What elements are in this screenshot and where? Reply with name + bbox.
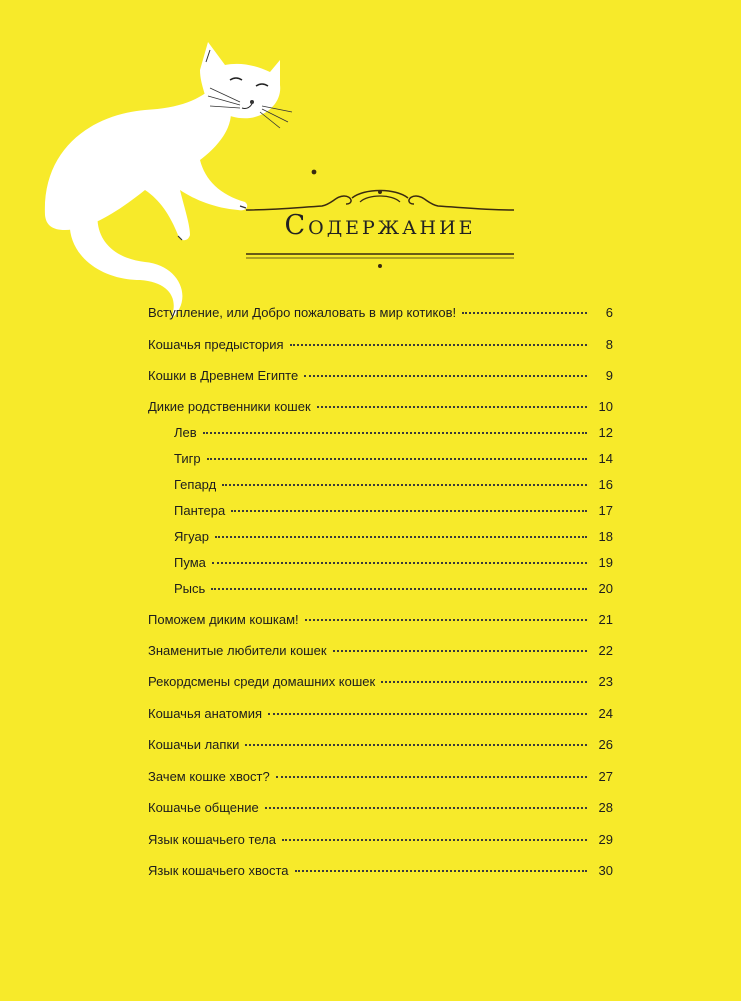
toc-entry-title: Ягуар (174, 529, 209, 544)
toc-entry-title: Вступление, или Добро пожаловать в мир котиков! (148, 305, 457, 320)
toc-entry[interactable] (148, 304, 613, 324)
dot-leader (282, 828, 587, 841)
toc-entry-title: Язык кошачьего хвоста (148, 863, 289, 878)
toc-entry-page: 27 (598, 769, 613, 784)
dot-leader (304, 364, 587, 377)
toc-entry-page: 21 (598, 612, 613, 627)
toc-subentry[interactable] (174, 450, 613, 470)
toc-entry-title: Язык кошачьего тела (148, 832, 276, 847)
toc-entry[interactable] (148, 398, 613, 418)
toc-entry[interactable] (148, 673, 613, 693)
toc-entry[interactable] (148, 336, 613, 356)
toc-subentry[interactable] (174, 502, 613, 522)
toc-subentry[interactable] (174, 424, 613, 444)
toc-entry-title: Кошачьи лапки (148, 737, 240, 752)
dot-leader (276, 765, 587, 778)
toc-entry[interactable] (148, 736, 613, 756)
toc-entry-page: 14 (598, 451, 613, 466)
toc-entry-title: Знаменитые любители кошек (148, 643, 327, 658)
toc-entry-title: Пантера (174, 503, 226, 518)
toc-entry[interactable] (148, 611, 613, 631)
toc-entry-page: 8 (605, 337, 613, 352)
toc-entry-title: Кошки в Древнем Египте (148, 368, 299, 383)
dot-leader (381, 670, 587, 683)
toc-entry[interactable] (148, 642, 613, 662)
dot-leader (462, 301, 587, 314)
toc-entry-title: Поможем диким кошкам! (148, 612, 299, 627)
toc-entry[interactable] (148, 367, 613, 387)
toc-entry-page: 30 (598, 863, 613, 878)
dot-leader (215, 525, 587, 538)
dot-leader (211, 577, 587, 590)
toc-subentry[interactable] (174, 476, 613, 496)
dot-leader (290, 333, 587, 346)
toc-entry-page: 12 (598, 425, 613, 440)
toc-entry-page: 6 (605, 305, 613, 320)
toc-entry-page: 23 (598, 674, 613, 689)
toc-entry-page: 22 (598, 643, 613, 658)
dot-leader (317, 395, 587, 408)
dot-leader (295, 859, 587, 872)
dot-leader (265, 796, 587, 809)
toc-subentry[interactable] (174, 580, 613, 600)
toc-entry[interactable] (148, 799, 613, 819)
toc-entry[interactable] (148, 862, 613, 882)
page-title: Содержание (284, 210, 476, 241)
toc-heading-frame (232, 180, 528, 270)
toc-entry-title: Гепард (174, 477, 217, 492)
dot-leader (268, 702, 587, 715)
toc-entry-page: 28 (598, 800, 613, 815)
toc-entry-page: 16 (598, 477, 613, 492)
dot-leader (305, 608, 587, 621)
toc-entry-page: 17 (598, 503, 613, 518)
dot-leader (333, 639, 587, 652)
toc-entry-page: 20 (598, 581, 613, 596)
toc-entry[interactable] (148, 831, 613, 851)
dot-leader (212, 551, 587, 564)
toc-entry-title: Рысь (174, 581, 206, 596)
dot-leader (245, 733, 587, 746)
toc-entry-page: 19 (598, 555, 613, 570)
toc-entry-title: Кошачья предыстория (148, 337, 284, 352)
toc-entry-title: Тигр (174, 451, 201, 466)
toc-entry[interactable] (148, 768, 613, 788)
toc-entry-page: 24 (598, 706, 613, 721)
toc-subentry[interactable] (174, 528, 613, 548)
toc-entry-title: Рекордсмены среди домашних кошек (148, 674, 376, 689)
toc-entry-title: Кошачье общение (148, 800, 259, 815)
dot-leader (231, 499, 587, 512)
toc-entry[interactable] (148, 705, 613, 725)
toc-entry-page: 9 (605, 368, 613, 383)
toc-entry-title: Лев (174, 425, 197, 440)
toc-entry-page: 10 (598, 399, 613, 414)
dot-leader (203, 421, 587, 434)
toc-entry-page: 29 (598, 832, 613, 847)
toc-subentry[interactable] (174, 554, 613, 574)
toc-entry-title: Дикие родственники кошек (148, 399, 311, 414)
toc-entry-title: Кошачья анатомия (148, 706, 263, 721)
dot-leader (222, 473, 587, 486)
toc-entry-title: Пума (174, 555, 206, 570)
toc-entry-title: Зачем кошке хвост? (148, 769, 270, 784)
toc-entry-page: 26 (598, 737, 613, 752)
dot-leader (207, 447, 587, 460)
toc-entry-page: 18 (598, 529, 613, 544)
